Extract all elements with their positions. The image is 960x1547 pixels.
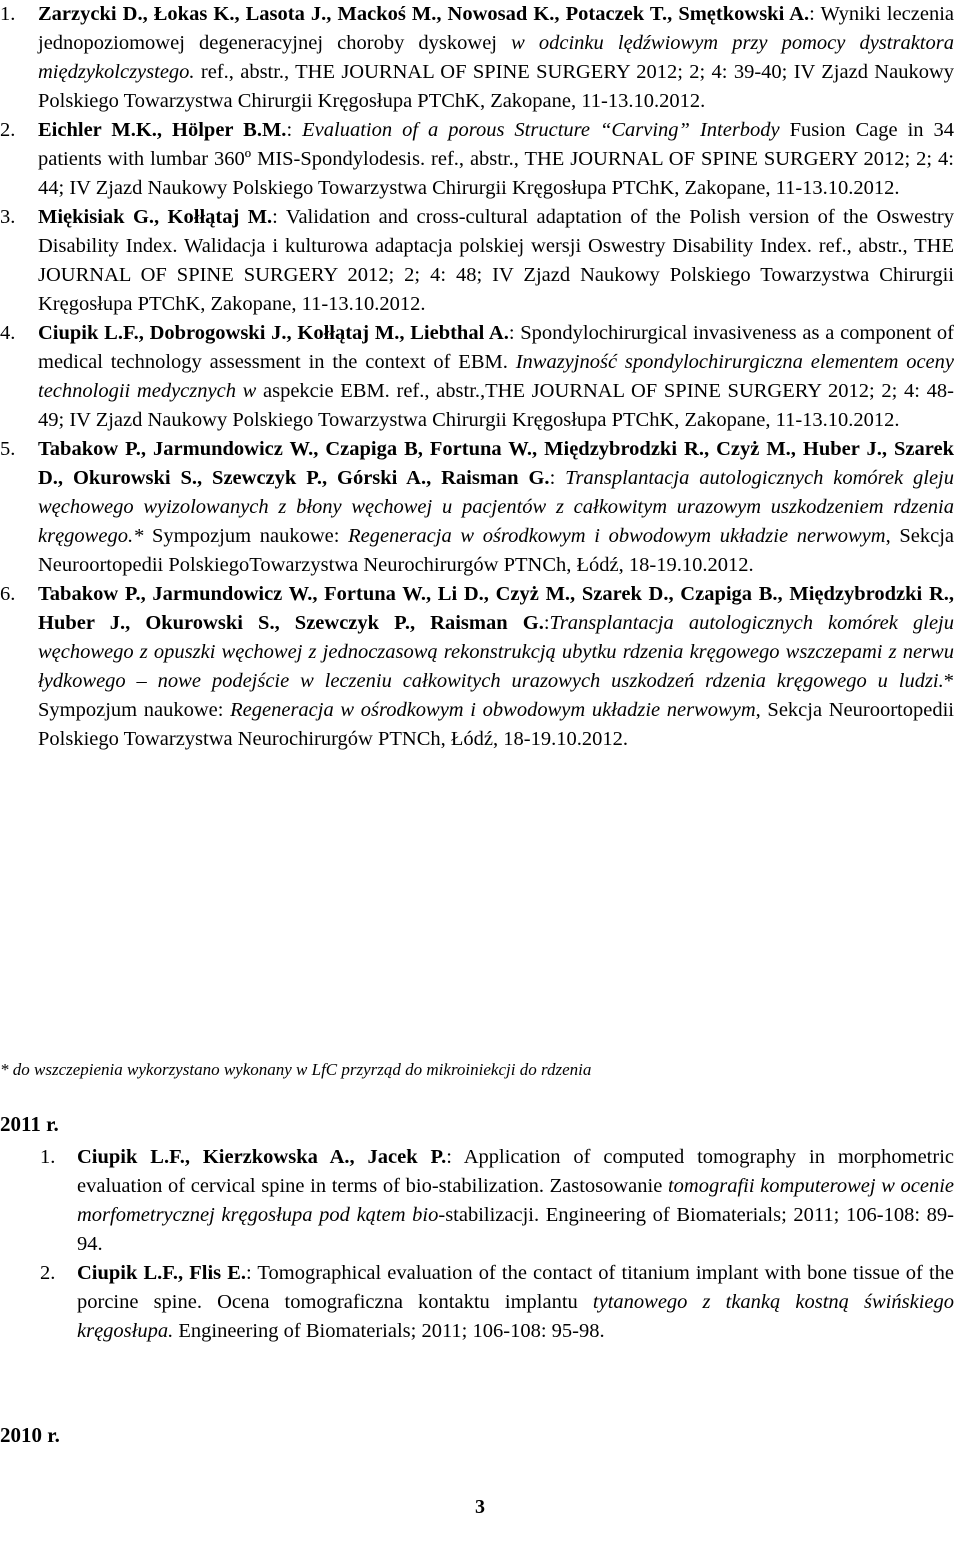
reference-symposium-italic: Regeneracja w ośrodkowym i obwodowym układzie nerwowym bbox=[230, 699, 756, 721]
reference-title-italic: tomografii komputerowej w ocenie morfometrycznej kręgosłupa pod kątem bio- bbox=[77, 1175, 954, 1226]
reference-title: Wyniki leczenia jednopoziomowej degeneracyjnej choroby dyskowej bbox=[38, 3, 955, 54]
reference-authors: Tabakow P., Jarmundowicz W., Fortuna W., Li D., Czyż M., Szarek D., Czapiga B., Międzybrodzki R., Huber J., Okurowski S., Szewczyk P., Raisman G. bbox=[38, 583, 954, 634]
reference-sep: : bbox=[446, 1146, 464, 1168]
reference-item bbox=[0, 580, 960, 754]
reference-number: 1. bbox=[0, 3, 16, 25]
reference-source: * Sympozjum naukowe: bbox=[38, 670, 954, 721]
reference-authors: Zarzycki D., Łokas K., Lasota J., Mackoś M., Nowosad K., Potaczek T., Smętkowski A. bbox=[38, 3, 810, 25]
reference-title-italic: Inwazyjność spondylochirurgiczna elementem oceny technologii medycznych w bbox=[38, 351, 955, 402]
reference-source: stabilizacji. Engineering of Biomaterials; 2011; 106-108: 89-94. bbox=[77, 1204, 954, 1255]
reference-source: Engineering of Biomaterials; 2011; 106-108: 95-98. bbox=[173, 1320, 605, 1342]
page-number: 3 bbox=[475, 1496, 485, 1518]
year-heading-2011: 2011 r. bbox=[0, 1112, 59, 1136]
year-heading-2010: 2010 r. bbox=[0, 1423, 60, 1447]
reference-source: aspekcie EBM. ref., abstr.,THE JOURNAL OF SPINE SURGERY 2012; 2; 4: 48-49; IV Zjazd Naukowy Polskiego Towarzystwa Chirurgii Kręgosłupa PTChK, Zakopane, 11-13.10.2012. bbox=[38, 380, 954, 431]
reference-item bbox=[0, 0, 960, 116]
reference-item bbox=[0, 1259, 960, 1346]
reference-source: ref., abstr., THE JOURNAL OF SPINE SURGERY 2012; 2; 4: 48; IV Zjazd Naukowy Polskiego Towarzystwa Chirurgii Kręgosłupa PTChK, Zakopane, 11-13.10.2012. bbox=[38, 235, 954, 315]
reference-number: 1. bbox=[40, 1146, 56, 1168]
reference-title-italic: Transplantacja autologicznych komórek gleju węchowego z opuszki węchowej z jednoczasową rekonstrukcją ubytku rdzenia kręgowego wszczepami z nerwu łydkowego – nowe podejście w leczeniu całkowitych urazowych uszkodzeń rdzenia kręgowego u ludzi. bbox=[38, 612, 954, 692]
reference-sep: : bbox=[809, 3, 821, 25]
reference-title-italic: Evaluation of a porous Structure “Carving” Interbody bbox=[302, 119, 780, 141]
reference-source: ref., abstr., THE JOURNAL OF SPINE SURGERY 2012; 2; 4: 39-40; IV Zjazd Naukowy Polskiego Towarzystwa Chirurgii Kręgosłupa PTChK, Zakopane, 11-13.10.2012. bbox=[38, 61, 954, 112]
reference-title: Validation and cross-cultural adaptation of the Polish version of the Oswestry Disability Index. Walidacja i kulturowa adaptacja polskiej wersji Oswestry Disability Index. bbox=[38, 206, 954, 257]
references-2012 bbox=[0, 0, 960, 754]
reference-number: 2. bbox=[40, 1262, 56, 1284]
reference-title-italic: w odcinku lędźwiowym przy pomocy dystraktora międzykolczystego. bbox=[38, 32, 954, 83]
reference-item bbox=[0, 1143, 960, 1259]
reference-authors: Ciupik L.F., Flis E. bbox=[77, 1262, 247, 1284]
reference-item bbox=[0, 116, 960, 203]
reference-authors: Tabakow P., Jarmundowicz W., Czapiga B, Fortuna W., Międzybrodzki R., Czyż M., Huber J., Szarek D., Okurowski S., Szewczyk P., Górski A., Raisman G. bbox=[38, 438, 954, 489]
reference-authors: Miękisiak G., Kołłątaj M. bbox=[38, 206, 273, 228]
reference-source: Fusion Cage in 34 patients with lumbar 360º MIS-Spondylodesis. ref., abstr., THE JOURNAL OF SPINE SURGERY 2012; 2; 4: 44; IV Zjazd Naukowy Polskiego Towarzystwa Chirurgii Kręgosłupa PTChK, Zakopane, 11-13.10.2012. bbox=[38, 119, 955, 199]
reference-authors: Ciupik L.F., Kierzkowska A., Jacek P. bbox=[77, 1146, 447, 1168]
reference-authors: Ciupik L.F., Dobrogowski J., Kołłątaj M., Liebthal A. bbox=[38, 322, 509, 344]
reference-title: Application of computed tomography in morphometric evaluation of cervical spine in terms of bio-stabilization. Zastosowanie bbox=[77, 1146, 954, 1197]
reference-number: 5. bbox=[0, 438, 16, 460]
reference-symposium-italic: Regeneracja w ośrodkowym i obwodowym układzie nerwowym bbox=[348, 525, 886, 547]
footnote: * do wszczepienia wykorzystano wykonany w LfC przyrząd do mikroiniekcji do rdzenia bbox=[0, 1060, 592, 1079]
references-2011 bbox=[0, 1143, 960, 1346]
reference-item bbox=[0, 435, 960, 580]
reference-authors: Eichler M.K., Hölper B.M. bbox=[38, 119, 287, 141]
reference-number: 2. bbox=[0, 119, 16, 141]
reference-source: Sympozjum naukowe: bbox=[143, 525, 349, 547]
reference-sep: : bbox=[508, 322, 521, 344]
reference-sep: : bbox=[286, 119, 303, 141]
reference-source-end: , Sekcja Neuroortopedii PolskiegoTowarzystwa Neurochirurgów PTNCh, Łódź, 18-19.10.2012. bbox=[38, 525, 954, 576]
reference-number: 6. bbox=[0, 583, 16, 605]
reference-number: 4. bbox=[0, 322, 16, 344]
reference-number: 3. bbox=[0, 206, 16, 228]
reference-sep: : bbox=[272, 206, 286, 228]
reference-title: Tomographical evaluation of the contact of titanium implant with bone tissue of the porcine spine. Ocena tomograficzna kontaktu implantu bbox=[77, 1262, 954, 1313]
reference-sep: : bbox=[543, 612, 550, 634]
reference-sep: : bbox=[246, 1262, 258, 1284]
reference-item bbox=[0, 319, 960, 435]
reference-title-italic: tytanowego z tkanką kostną świńskiego kręgosłupa. bbox=[77, 1291, 955, 1342]
reference-sep: : bbox=[549, 467, 566, 489]
reference-title: Spondylochirurgical invasiveness as a component of medical technology assessment in the context of EBM. bbox=[38, 322, 954, 373]
reference-source-end: , Sekcja Neuroortopedii Polskiego Towarzystwa Neurochirurgów PTNCh, Łódź, 18-19.10.2012. bbox=[38, 699, 954, 750]
reference-title-italic: Transplantacja autologicznych komórek gleju węchowego wyizolowanych z błony węchowej u pacjentów z całkowitym urazowym uszkodzeniem rdzenia kręgowego.* bbox=[38, 467, 954, 547]
reference-item bbox=[0, 203, 960, 319]
